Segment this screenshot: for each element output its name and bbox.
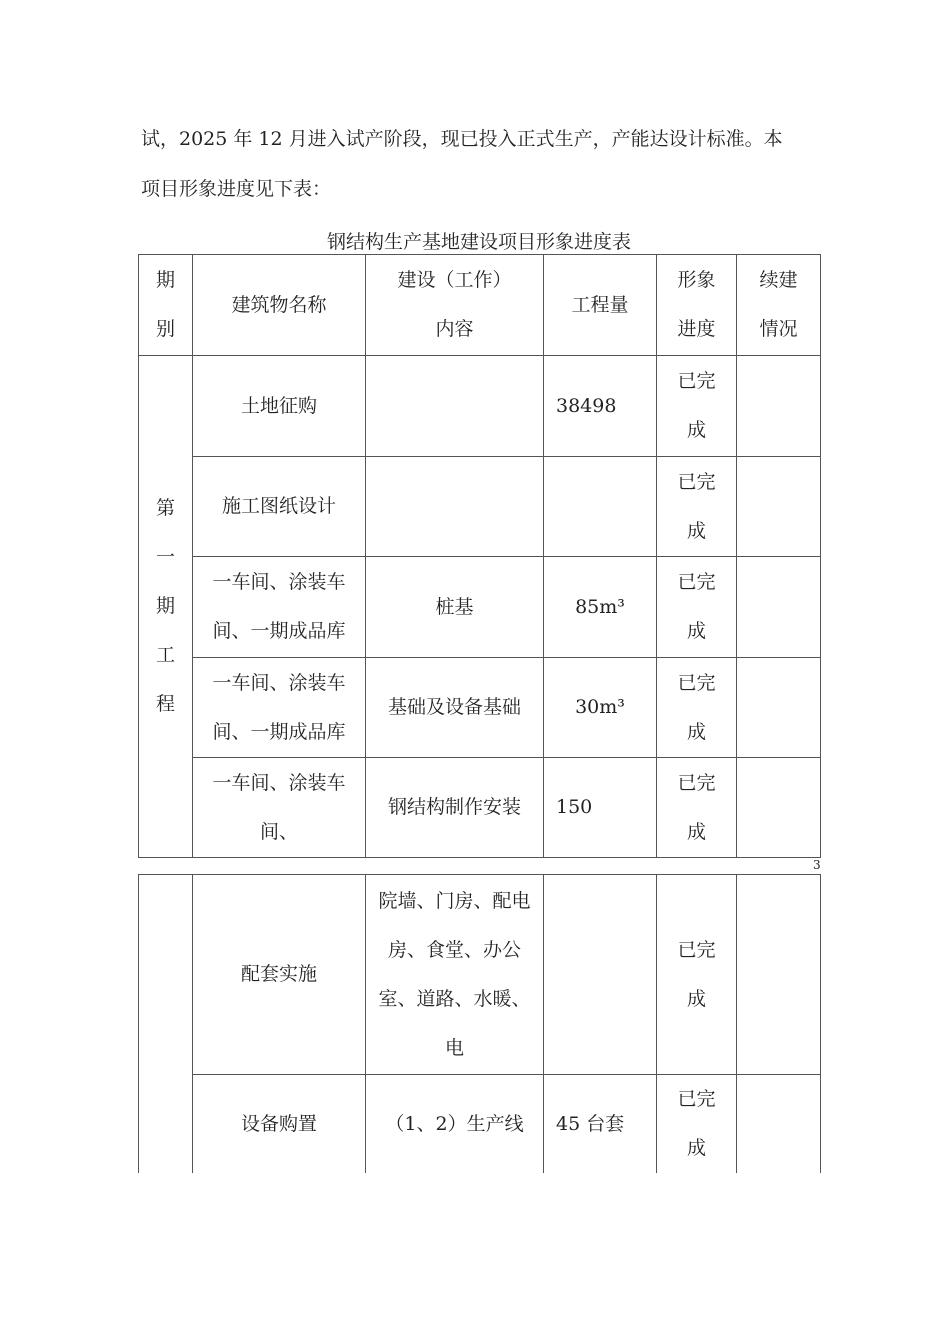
continuation-cell (737, 356, 821, 457)
phase-label (139, 875, 193, 1174)
progress-cell: 已完 成 (657, 758, 737, 858)
table-row (139, 758, 821, 858)
table-title: 钢结构生产基地建设项目形象进度表 (326, 231, 631, 253)
table-row (139, 1075, 821, 1174)
quantity-cell (544, 875, 657, 1075)
continuation-cell (737, 758, 821, 858)
table-row (139, 557, 821, 658)
header-progress: 形象 进度 (657, 255, 737, 356)
page-number: 3 (813, 858, 821, 872)
table-row (139, 457, 821, 557)
paragraph-line-1: 试，2025 年 12 月进入试产阶段，现已投入正式生产，产能达设计标准。本 (141, 128, 783, 150)
continuation-cell (737, 875, 821, 1075)
progress-cell: 已完 成 (657, 658, 737, 758)
table-header-row (139, 255, 821, 356)
continuation-cell (737, 658, 821, 758)
progress-cell: 已完 成 (657, 557, 737, 658)
content-cell: 钢结构制作安装 (366, 758, 544, 858)
header-content: 建设（工作） 内容 (366, 255, 544, 356)
paragraph-line-2: 项目形象进度见下表： (141, 178, 332, 200)
header-building: 建筑物名称 (193, 255, 366, 356)
header-continuation: 续建 情况 (737, 255, 821, 356)
progress-cell: 已完 成 (657, 457, 737, 557)
building-cell: 土地征购 (193, 356, 366, 457)
quantity-cell: 30m³ (544, 658, 657, 758)
content-cell (366, 457, 544, 557)
building-cell: 设备购置 (193, 1075, 366, 1174)
phase-label: 第 一 期 工 程 (139, 356, 193, 858)
building-cell: 一车间、涂装车 间、 (193, 758, 366, 858)
quantity-cell: 45 台套 (544, 1075, 657, 1174)
progress-cell: 已完 成 (657, 1075, 737, 1174)
progress-cell: 已完 成 (657, 875, 737, 1075)
building-cell: 一车间、涂装车 间、一期成品库 (193, 658, 366, 758)
table-row (139, 658, 821, 758)
content-cell: 院墙、门房、配电 房、食堂、办公 室、道路、水暖、 电 (366, 875, 544, 1075)
progress-table-part-1 (138, 254, 821, 858)
building-cell: 施工图纸设计 (193, 457, 366, 557)
building-cell: 一车间、涂装车 间、一期成品库 (193, 557, 366, 658)
continuation-cell (737, 1075, 821, 1174)
quantity-cell: 85m³ (544, 557, 657, 658)
building-cell: 配套实施 (193, 875, 366, 1075)
continuation-cell (737, 457, 821, 557)
content-cell: 桩基 (366, 557, 544, 658)
quantity-cell (544, 457, 657, 557)
content-cell: 基础及设备基础 (366, 658, 544, 758)
quantity-cell: 38498 (544, 356, 657, 457)
progress-cell: 已完 成 (657, 356, 737, 457)
continuation-cell (737, 557, 821, 658)
table-row (139, 875, 821, 1075)
quantity-cell: 150 (544, 758, 657, 858)
header-quantity: 工程量 (544, 255, 657, 356)
content-cell (366, 356, 544, 457)
content-cell: （1、2）生产线 (366, 1075, 544, 1174)
header-phase: 期 别 (139, 255, 193, 356)
progress-table-part-2 (138, 874, 821, 1173)
table-row (139, 356, 821, 457)
